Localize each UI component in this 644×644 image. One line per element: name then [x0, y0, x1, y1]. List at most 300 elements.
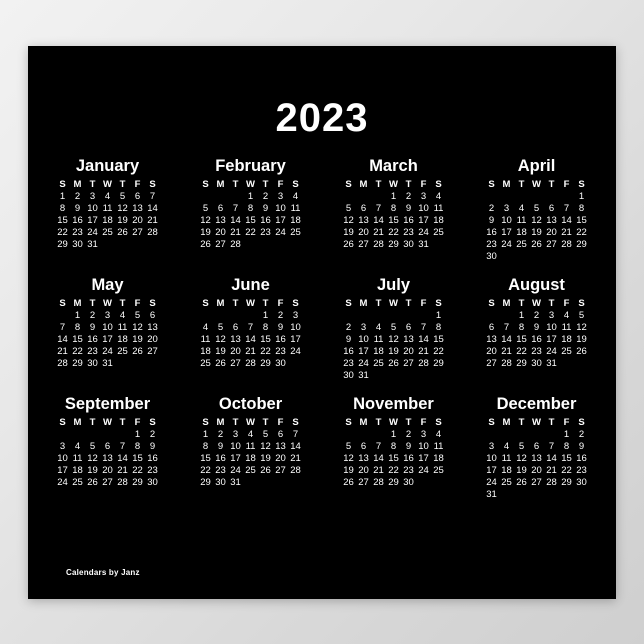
day-cell: 23 — [343, 358, 354, 369]
day-cell: 31 — [418, 239, 429, 250]
day-cell: 15 — [576, 215, 587, 226]
days-grid — [484, 429, 589, 500]
day-cell: 20 — [230, 346, 241, 357]
day-cell: 24 — [358, 358, 369, 369]
day-cell: 1 — [74, 310, 81, 321]
day-cell: 4 — [74, 441, 81, 452]
day-cell: 14 — [373, 453, 384, 464]
weekday-header: S — [149, 417, 156, 428]
weekday-header: T — [262, 417, 269, 428]
day-cell: 18 — [561, 334, 572, 345]
day-cell: 26 — [531, 239, 542, 250]
day-cell: 3 — [488, 441, 495, 452]
day-cell: 26 — [388, 358, 399, 369]
day-cell: 30 — [215, 477, 226, 488]
weekday-header: M — [216, 417, 225, 428]
day-cell: 19 — [117, 215, 128, 226]
day-cell: 10 — [418, 441, 429, 452]
day-cell: 5 — [134, 310, 141, 321]
day-cell: 19 — [531, 227, 542, 238]
weekday-header: F — [420, 417, 427, 428]
day-cell: 22 — [245, 227, 256, 238]
day-cell: 27 — [486, 358, 497, 369]
day-cell: 23 — [275, 346, 286, 357]
weekday-header: F — [563, 298, 570, 309]
day-cell: 31 — [546, 358, 557, 369]
day-cell: 24 — [87, 227, 98, 238]
day-cell: 24 — [290, 346, 301, 357]
day-cell: 9 — [89, 322, 96, 333]
weekday-header: M — [73, 298, 82, 309]
weekday-header: M — [502, 298, 511, 309]
day-cell: 29 — [72, 358, 83, 369]
weekday-header: S — [149, 298, 156, 309]
day-cell: 16 — [87, 334, 98, 345]
day-cell: 19 — [343, 465, 354, 476]
day-cell: 30 — [576, 477, 587, 488]
day-cell: 7 — [59, 322, 66, 333]
day-cell: 3 — [420, 191, 427, 202]
day-cell: 23 — [576, 465, 587, 476]
day-cell: 19 — [215, 346, 226, 357]
day-cell: 2 — [488, 203, 495, 214]
day-cell: 18 — [516, 227, 527, 238]
day-cell: 17 — [358, 346, 369, 357]
day-cell: 30 — [403, 477, 414, 488]
day-cell: 11 — [200, 334, 211, 345]
day-cell: 15 — [72, 334, 83, 345]
weekday-header: F — [134, 417, 141, 428]
day-cell: 13 — [403, 334, 414, 345]
day-cell: 18 — [117, 334, 128, 345]
day-cell: 17 — [290, 334, 301, 345]
day-cell: 22 — [200, 465, 211, 476]
day-cell: 9 — [405, 441, 412, 452]
day-cell: 17 — [501, 227, 512, 238]
weekday-header: W — [389, 417, 398, 428]
day-cell: 5 — [202, 203, 209, 214]
day-cell: 7 — [375, 441, 382, 452]
day-cell: 17 — [57, 465, 68, 476]
weekday-header: S — [578, 298, 585, 309]
day-cell: 12 — [576, 322, 587, 333]
month-name: January — [75, 157, 140, 175]
month-name: September — [64, 395, 151, 413]
day-cell: 28 — [373, 239, 384, 250]
day-cell: 4 — [247, 429, 254, 440]
day-cell: 13 — [531, 453, 542, 464]
day-cell: 8 — [134, 441, 141, 452]
weekday-header: M — [359, 179, 368, 190]
day-cell: 7 — [149, 191, 156, 202]
day-cell: 28 — [290, 465, 301, 476]
day-cell: 5 — [345, 203, 352, 214]
day-cell: 9 — [262, 203, 269, 214]
day-cell: 23 — [87, 346, 98, 357]
day-cell: 9 — [488, 215, 495, 226]
day-cell: 1 — [435, 310, 442, 321]
day-cell: 8 — [390, 203, 397, 214]
day-cell: 23 — [403, 465, 414, 476]
day-cell: 25 — [501, 477, 512, 488]
day-cell: 30 — [486, 251, 497, 262]
month-may — [36, 276, 179, 381]
day-cell: 13 — [358, 453, 369, 464]
day-cell: 3 — [59, 441, 66, 452]
day-cell: 23 — [215, 465, 226, 476]
day-cell: 2 — [405, 191, 412, 202]
day-cell: 19 — [388, 346, 399, 357]
day-cell: 14 — [418, 334, 429, 345]
day-cell: 7 — [375, 203, 382, 214]
days-grid — [55, 429, 160, 488]
day-cell: 17 — [418, 215, 429, 226]
day-cell: 3 — [420, 429, 427, 440]
day-cell: 4 — [104, 191, 111, 202]
day-cell: 28 — [501, 358, 512, 369]
day-cell: 8 — [59, 203, 66, 214]
day-cell: 26 — [215, 358, 226, 369]
day-cell: 28 — [57, 358, 68, 369]
day-cell: 20 — [403, 346, 414, 357]
day-cell: 12 — [260, 441, 271, 452]
day-cell: 15 — [388, 215, 399, 226]
weekday-header: T — [405, 179, 412, 190]
weekday-header: T — [375, 179, 382, 190]
weekday-header-row — [484, 179, 589, 190]
day-cell: 2 — [277, 310, 284, 321]
day-cell: 14 — [373, 215, 384, 226]
month-july — [322, 276, 465, 381]
weekday-header: S — [345, 417, 352, 428]
day-cell: 30 — [275, 358, 286, 369]
day-cell: 27 — [215, 239, 226, 250]
day-cell: 6 — [217, 203, 224, 214]
day-cell: 1 — [247, 191, 254, 202]
credit-label: Calendars by Janz — [66, 568, 140, 577]
weekday-header: S — [292, 417, 299, 428]
weekday-header: S — [578, 179, 585, 190]
day-cell: 1 — [202, 429, 209, 440]
day-cell: 20 — [275, 453, 286, 464]
day-cell: 12 — [215, 334, 226, 345]
day-cell: 4 — [518, 203, 525, 214]
day-cell: 18 — [72, 465, 83, 476]
day-cell: 12 — [516, 453, 527, 464]
day-cell: 24 — [418, 465, 429, 476]
day-cell: 2 — [74, 191, 81, 202]
day-cell: 14 — [546, 453, 557, 464]
day-cell: 19 — [343, 227, 354, 238]
day-cell: 10 — [418, 203, 429, 214]
day-cell: 22 — [388, 227, 399, 238]
day-cell: 25 — [433, 465, 444, 476]
day-cell: 9 — [345, 334, 352, 345]
day-cell: 6 — [533, 441, 540, 452]
day-cell: 27 — [132, 227, 143, 238]
day-cell: 25 — [72, 477, 83, 488]
day-cell: 10 — [486, 453, 497, 464]
day-cell: 2 — [149, 429, 156, 440]
day-cell: 20 — [546, 227, 557, 238]
day-cell: 14 — [147, 203, 158, 214]
month-april — [465, 157, 608, 262]
day-cell: 23 — [531, 346, 542, 357]
day-cell: 14 — [57, 334, 68, 345]
day-cell: 31 — [486, 489, 497, 500]
month-name: December — [496, 395, 577, 413]
weekday-header: W — [246, 179, 255, 190]
day-cell: 28 — [373, 477, 384, 488]
day-cell: 4 — [375, 322, 382, 333]
month-november — [322, 395, 465, 500]
day-cell: 25 — [245, 465, 256, 476]
day-cell: 22 — [576, 227, 587, 238]
day-cell: 2 — [262, 191, 269, 202]
day-cell: 31 — [358, 370, 369, 381]
months-grid — [28, 157, 616, 500]
day-cell: 22 — [433, 346, 444, 357]
day-cell: 11 — [501, 453, 512, 464]
day-cell: 5 — [578, 310, 585, 321]
day-cell: 1 — [390, 429, 397, 440]
day-cell: 30 — [147, 477, 158, 488]
day-cell: 21 — [373, 227, 384, 238]
day-cell: 12 — [117, 203, 128, 214]
day-cell: 12 — [343, 453, 354, 464]
month-name: July — [376, 276, 411, 294]
day-cell: 10 — [57, 453, 68, 464]
weekday-header: T — [119, 417, 126, 428]
day-cell: 4 — [435, 429, 442, 440]
weekday-header: S — [488, 298, 495, 309]
day-cell: 13 — [275, 441, 286, 452]
weekday-header: S — [59, 298, 66, 309]
day-cell: 2 — [533, 310, 540, 321]
day-cell: 16 — [275, 334, 286, 345]
day-cell: 25 — [516, 239, 527, 250]
day-cell: 2 — [405, 429, 412, 440]
day-cell: 21 — [57, 346, 68, 357]
day-cell: 11 — [245, 441, 256, 452]
weekday-header: T — [375, 298, 382, 309]
day-cell: 14 — [561, 215, 572, 226]
day-cell: 29 — [260, 358, 271, 369]
day-cell: 9 — [277, 322, 284, 333]
weekday-header: M — [359, 298, 368, 309]
day-cell: 14 — [290, 441, 301, 452]
day-cell: 29 — [388, 239, 399, 250]
day-cell: 24 — [57, 477, 68, 488]
day-cell: 21 — [373, 465, 384, 476]
day-cell: 22 — [72, 346, 83, 357]
day-cell: 23 — [486, 239, 497, 250]
day-cell: 18 — [290, 215, 301, 226]
day-cell: 8 — [74, 322, 81, 333]
day-cell: 21 — [147, 215, 158, 226]
day-cell: 4 — [292, 191, 299, 202]
weekday-header: S — [202, 179, 209, 190]
weekday-header: T — [89, 417, 96, 428]
weekday-header: T — [232, 417, 239, 428]
weekday-header: S — [488, 417, 495, 428]
day-cell: 26 — [87, 477, 98, 488]
day-cell: 17 — [486, 465, 497, 476]
weekday-header: S — [202, 417, 209, 428]
year-title: 2023 — [275, 96, 369, 140]
day-cell: 9 — [533, 322, 540, 333]
day-cell: 23 — [147, 465, 158, 476]
day-cell: 18 — [102, 215, 113, 226]
weekday-header: T — [232, 298, 239, 309]
days-grid — [341, 191, 446, 250]
day-cell: 11 — [102, 203, 113, 214]
day-cell: 21 — [501, 346, 512, 357]
day-cell: 28 — [230, 239, 241, 250]
day-cell: 1 — [262, 310, 269, 321]
day-cell: 16 — [343, 346, 354, 357]
day-cell: 17 — [230, 453, 241, 464]
day-cell: 31 — [102, 358, 113, 369]
day-cell: 20 — [132, 215, 143, 226]
day-cell: 10 — [358, 334, 369, 345]
day-cell: 10 — [290, 322, 301, 333]
weekday-header: M — [73, 179, 82, 190]
day-cell: 6 — [134, 191, 141, 202]
day-cell: 9 — [578, 441, 585, 452]
day-cell: 12 — [388, 334, 399, 345]
day-cell: 30 — [72, 239, 83, 250]
day-cell: 27 — [230, 358, 241, 369]
days-grid — [198, 429, 303, 488]
day-cell: 29 — [516, 358, 527, 369]
weekday-header: W — [246, 298, 255, 309]
day-cell: 9 — [74, 203, 81, 214]
day-cell: 24 — [486, 477, 497, 488]
weekday-header-row — [341, 179, 446, 190]
day-cell: 14 — [230, 215, 241, 226]
day-cell: 7 — [548, 441, 555, 452]
day-cell: 26 — [343, 477, 354, 488]
day-cell: 8 — [202, 441, 209, 452]
day-cell: 1 — [563, 429, 570, 440]
day-cell: 29 — [433, 358, 444, 369]
day-cell: 30 — [403, 239, 414, 250]
days-grid — [198, 191, 303, 250]
day-cell: 10 — [501, 215, 512, 226]
weekday-header: S — [578, 417, 585, 428]
day-cell: 5 — [217, 322, 224, 333]
weekday-header: S — [292, 298, 299, 309]
day-cell: 8 — [247, 203, 254, 214]
day-cell: 15 — [57, 215, 68, 226]
day-cell: 23 — [260, 227, 271, 238]
day-cell: 13 — [546, 215, 557, 226]
weekday-header: M — [502, 179, 511, 190]
month-name: May — [91, 276, 124, 294]
weekday-header: F — [563, 179, 570, 190]
day-cell: 7 — [247, 322, 254, 333]
weekday-header: S — [435, 179, 442, 190]
weekday-header: M — [216, 298, 225, 309]
weekday-header: S — [149, 179, 156, 190]
weekday-header: T — [548, 298, 555, 309]
day-cell: 25 — [290, 227, 301, 238]
day-cell: 29 — [561, 477, 572, 488]
day-cell: 28 — [245, 358, 256, 369]
day-cell: 11 — [433, 203, 444, 214]
month-february — [179, 157, 322, 262]
day-cell: 12 — [531, 215, 542, 226]
day-cell: 30 — [87, 358, 98, 369]
day-cell: 25 — [117, 346, 128, 357]
weekday-header: T — [262, 179, 269, 190]
day-cell: 19 — [87, 465, 98, 476]
month-name: March — [369, 157, 418, 175]
day-cell: 2 — [345, 322, 352, 333]
month-december — [465, 395, 608, 500]
day-cell: 17 — [418, 453, 429, 464]
day-cell: 18 — [501, 465, 512, 476]
day-cell: 24 — [230, 465, 241, 476]
day-cell: 13 — [132, 203, 143, 214]
day-cell: 6 — [104, 441, 111, 452]
month-october — [179, 395, 322, 500]
weekday-header-row — [55, 179, 160, 190]
day-cell: 20 — [531, 465, 542, 476]
weekday-header: S — [488, 179, 495, 190]
day-cell: 21 — [230, 227, 241, 238]
day-cell: 16 — [215, 453, 226, 464]
day-cell: 5 — [119, 191, 126, 202]
weekday-header: W — [532, 179, 541, 190]
weekday-header: T — [548, 417, 555, 428]
day-cell: 13 — [102, 453, 113, 464]
weekday-header: M — [359, 417, 368, 428]
day-cell: 15 — [561, 453, 572, 464]
day-cell: 24 — [275, 227, 286, 238]
day-cell: 19 — [576, 334, 587, 345]
day-cell: 9 — [217, 441, 224, 452]
day-cell: 6 — [232, 322, 239, 333]
weekday-header: T — [262, 298, 269, 309]
day-cell: 21 — [546, 465, 557, 476]
day-cell: 5 — [262, 429, 269, 440]
weekday-header: F — [277, 179, 284, 190]
day-cell: 9 — [149, 441, 156, 452]
month-september — [36, 395, 179, 500]
day-cell: 8 — [262, 322, 269, 333]
month-january — [36, 157, 179, 262]
days-grid — [55, 310, 160, 369]
day-cell: 24 — [418, 227, 429, 238]
day-cell: 29 — [57, 239, 68, 250]
day-cell: 18 — [200, 346, 211, 357]
weekday-header: S — [435, 298, 442, 309]
weekday-header: S — [202, 298, 209, 309]
day-cell: 16 — [147, 453, 158, 464]
day-cell: 18 — [433, 215, 444, 226]
day-cell: 22 — [516, 346, 527, 357]
weekday-header: T — [548, 179, 555, 190]
day-cell: 22 — [132, 465, 143, 476]
day-cell: 4 — [202, 322, 209, 333]
day-cell: 15 — [433, 334, 444, 345]
day-cell: 29 — [200, 477, 211, 488]
day-cell: 3 — [232, 429, 239, 440]
weekday-header-row — [341, 298, 446, 309]
weekday-header: T — [405, 417, 412, 428]
